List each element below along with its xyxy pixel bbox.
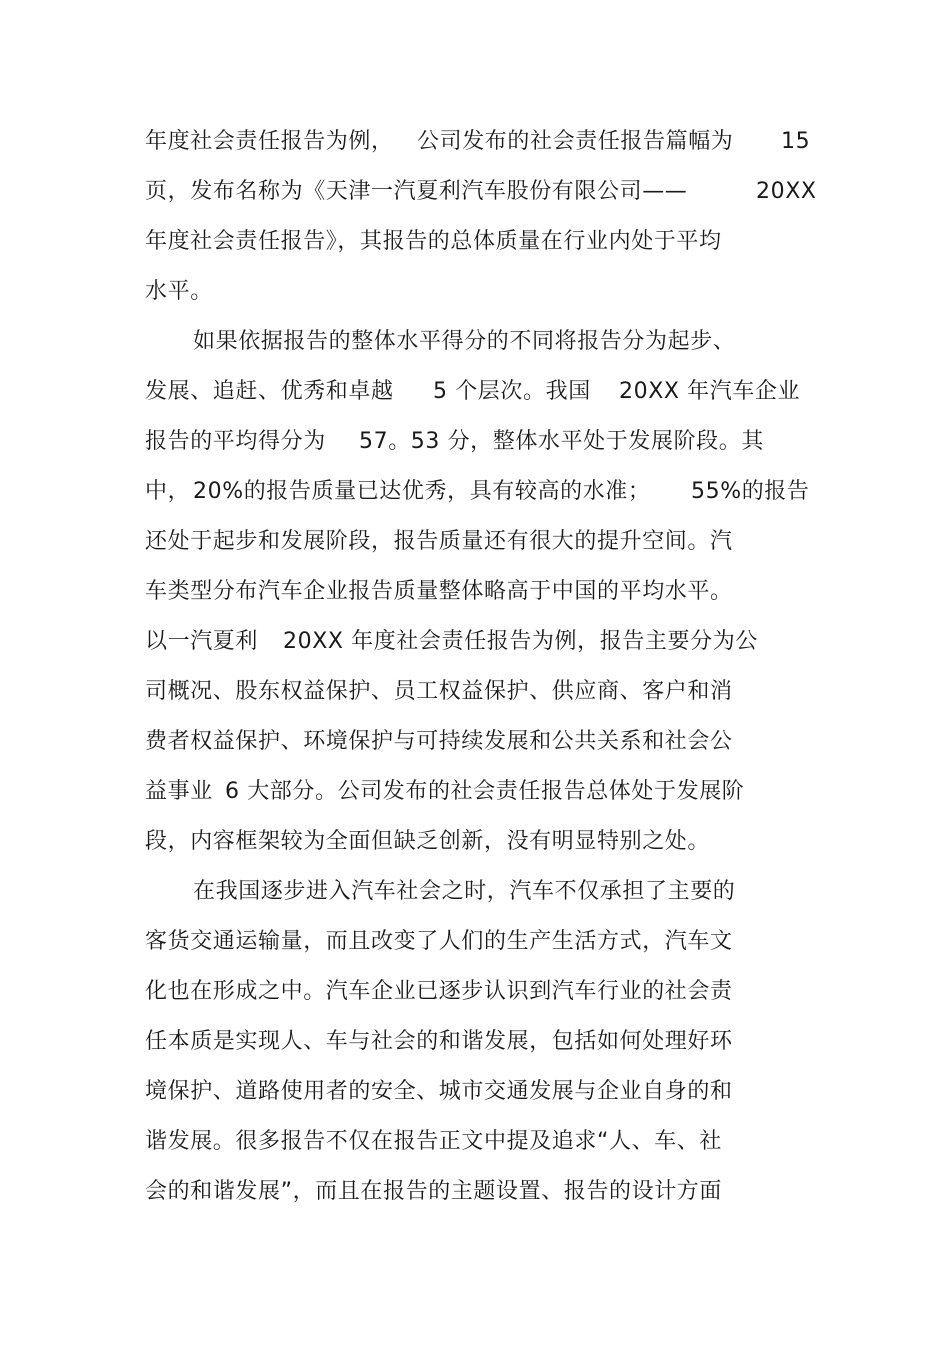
text-segment: 段，内容框架较为全面但缺乏创新，没有明显特别之处。 — [145, 829, 711, 854]
text-segment: 任本质是实现人、车与社会的和谐发展，包括如何处理好环 — [145, 1029, 733, 1054]
text-line — [0, 577, 950, 607]
text-line — [0, 227, 950, 257]
text-segment: 化也在形成之中。汽车企业已逐步认识到汽车行业的社会责 — [145, 979, 733, 1004]
text-line — [0, 777, 950, 807]
text-segment: 还处于起步和发展阶段，报告质量还有很大的提升空间。汽 — [145, 529, 733, 554]
text-segment: 水平。 — [145, 279, 213, 304]
text-segment: 20XX — [756, 179, 817, 204]
text-segment: 20XX 年度社会责任报告为例，报告主要分为公 — [283, 629, 758, 654]
text-segment: 益事业 — [145, 779, 213, 804]
text-segment: 会的和谐发展”，而且在报告的主题设置、报告的设计方面 — [145, 1179, 722, 1204]
text-segment: 如果依据报告的整体水平得分的不同将报告分为起步、 — [193, 329, 736, 354]
text-segment: 20XX 年汽车企业 — [619, 379, 801, 404]
text-segment: 55%的报告 — [691, 479, 810, 504]
text-line — [0, 727, 950, 757]
text-line — [0, 827, 950, 857]
text-segment: 报告的平均得分为 — [145, 429, 326, 454]
text-segment: 车类型分布汽车企业报告质量整体略高于中国的平均水平。 — [145, 579, 733, 604]
text-line — [0, 327, 950, 357]
text-line — [0, 1027, 950, 1057]
text-segment: 谐发展。很多报告不仅在报告正文中提及追求“人、车、社 — [145, 1129, 722, 1154]
text-line — [0, 1177, 950, 1207]
text-segment: 57。53 分，整体水平处于发展阶段。其 — [359, 429, 764, 454]
text-line — [0, 1127, 950, 1157]
text-segment: 5 个层次。我国 — [433, 379, 591, 404]
text-segment: 发展、追赶、优秀和卓越 — [145, 379, 394, 404]
text-segment: 20%的报告质量已达优秀，具有较高的水准； — [193, 479, 651, 504]
text-segment: 6 大部分。公司发布的社会责任报告总体处于发展阶 — [225, 779, 745, 804]
text-segment: 中， — [145, 479, 191, 504]
text-line — [0, 677, 950, 707]
text-line — [0, 877, 950, 907]
text-segment: 年度社会责任报告为例， — [145, 129, 394, 154]
text-line — [0, 127, 950, 157]
text-line — [0, 927, 950, 957]
text-line — [0, 527, 950, 557]
text-line — [0, 477, 950, 507]
text-line — [0, 427, 950, 457]
text-line — [0, 977, 950, 1007]
text-line — [0, 1077, 950, 1107]
text-segment: 15 — [781, 129, 811, 154]
text-segment: 年度社会责任报告》，其报告的总体质量在行业内处于平均 — [145, 229, 722, 254]
text-line — [0, 377, 950, 407]
text-segment: 境保护、道路使用者的安全、城市交通发展与企业自身的和 — [145, 1079, 733, 1104]
text-segment: 页，发布名称为《天津一汽夏利汽车股份有限公司—— — [145, 179, 688, 204]
text-line — [0, 177, 950, 207]
text-line — [0, 277, 950, 307]
text-segment: 在我国逐步进入汽车社会之时，汽车不仅承担了主要的 — [193, 879, 736, 904]
text-segment: 费者权益保护、环境保护与可持续发展和公共关系和社会公 — [145, 729, 733, 754]
text-line — [0, 627, 950, 657]
text-segment: 以一汽夏利 — [145, 629, 259, 654]
text-segment: 公司发布的社会责任报告篇幅为 — [417, 129, 734, 154]
text-segment: 司概况、股东权益保护、员工权益保护、供应商、客户和消 — [145, 679, 733, 704]
text-segment: 客货交通运输量，而且改变了人们的生产生活方式，汽车文 — [145, 929, 733, 954]
